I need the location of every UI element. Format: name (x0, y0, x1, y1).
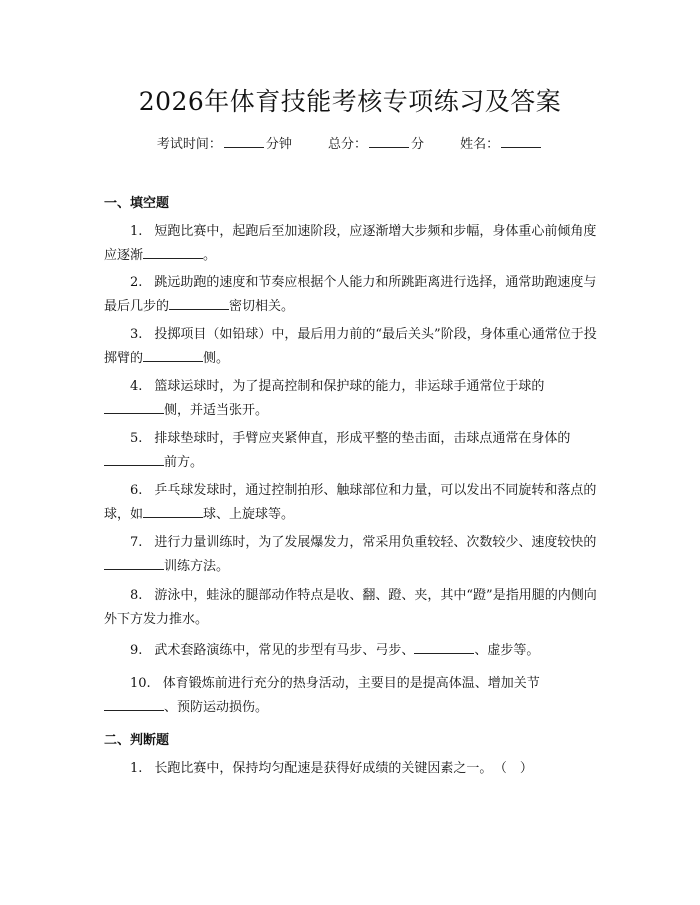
question-item (104, 479, 599, 527)
question-number: 3. (130, 327, 143, 342)
question-text-after: 侧，并适当张开。 (164, 403, 269, 418)
question-item (104, 375, 599, 423)
student-name-blank[interactable] (501, 135, 541, 148)
answer-blank[interactable] (104, 400, 164, 414)
question-text-after: 。 (203, 248, 217, 263)
question-item (104, 220, 599, 268)
question-text: 武术套路演练中，常见的步型有马步、弓步、 (154, 643, 415, 658)
answer-blank[interactable] (104, 452, 164, 466)
question-text-after: 、虚步等。 (474, 643, 540, 658)
question-text-after: 前方。 (164, 455, 204, 470)
question-number: 1. (130, 761, 143, 776)
exam-time-unit: 分钟 (265, 137, 292, 152)
student-name-label: 姓名： (460, 137, 500, 152)
section-heading-fill-in: 一、填空题 (104, 196, 170, 211)
question-number: 5. (130, 431, 143, 446)
total-score (328, 133, 424, 152)
question-item (104, 639, 599, 663)
question-text: 乒乓球发球时，通过控制拍形、触球部位和力量，可以发出不同旋转和落点的球，如 (104, 483, 597, 522)
question-text-after: 、预防运动损伤。 (164, 700, 269, 715)
question-number: 1. (130, 224, 143, 239)
question-text: 短跑比赛中，起跑后至加速阶段，应逐渐增大步频和步幅，身体重心前倾角度应逐渐 (104, 224, 597, 263)
answer-blank[interactable] (143, 348, 203, 362)
total-score-label: 总分： (327, 137, 367, 152)
question-text-after: 球、上旋球等。 (203, 507, 295, 522)
answer-blank[interactable] (143, 504, 203, 518)
question-number: 9. (130, 643, 143, 658)
question-text: 体育锻炼前进行充分的热身活动，主要目的是提高体温、增加关节 (162, 676, 540, 691)
total-score-unit: 分 (411, 137, 425, 152)
question-item (104, 323, 599, 371)
question-item (104, 584, 599, 632)
question-text: 投掷项目（如铅球）中，最后用力前的“最后关头”阶段，身体重心通常位于投掷臂的 (104, 327, 597, 366)
question-text: 篮球运球时，为了提高控制和保护球的能力，非运球手通常位于球的 (154, 379, 545, 394)
question-item (104, 672, 599, 720)
student-name (460, 133, 543, 152)
answer-blank[interactable] (104, 697, 164, 711)
question-item (104, 427, 599, 475)
question-number: 7. (130, 535, 143, 550)
question-number: 6. (130, 483, 143, 498)
question-number: 10. (130, 676, 151, 691)
answer-blank[interactable] (143, 245, 203, 259)
question-text-after: 训练方法。 (164, 559, 230, 574)
exam-time-label: 考试时间： (156, 137, 222, 152)
exam-time-blank[interactable] (224, 135, 264, 148)
answer-blank[interactable] (169, 296, 229, 310)
question-text-after: 侧。 (203, 351, 230, 366)
question-item (104, 757, 599, 781)
answer-blank[interactable] (104, 556, 164, 570)
exam-time (157, 133, 292, 152)
question-item (104, 531, 599, 579)
answer-blank[interactable] (414, 640, 474, 654)
exam-meta (0, 133, 700, 152)
question-number: 8. (130, 588, 143, 603)
question-text: 进行力量训练时，为了发展爆发力，常采用负重较轻、次数较少、速度较快的 (154, 535, 597, 550)
section-heading-true-false: 二、判断题 (104, 733, 170, 748)
total-score-blank[interactable] (369, 135, 409, 148)
answer-parentheses[interactable]: （ ） (500, 761, 533, 776)
question-text-after: 密切相关。 (229, 299, 295, 314)
question-text: 游泳中，蛙泳的腿部动作特点是收、翻、蹬、夹，其中“蹬”是指用腿的内侧向外下方发力推水。 (104, 588, 597, 627)
question-number: 4. (130, 379, 143, 394)
document-title: 2026年体育技能考核专项练习及答案 (138, 87, 562, 116)
question-text: 排球垫球时，手臂应夹紧伸直，形成平整的垫击面，击球点通常在身体的 (154, 431, 571, 446)
question-item (104, 271, 599, 319)
question-text: 长跑比赛中，保持均匀配速是获得好成绩的关键因素之一。 (154, 761, 493, 776)
question-text: 跳远助跑的速度和节奏应根据个人能力和所跳距离进行选择，通常助跑速度与最后几步的 (104, 275, 597, 314)
question-number: 2. (130, 275, 143, 290)
